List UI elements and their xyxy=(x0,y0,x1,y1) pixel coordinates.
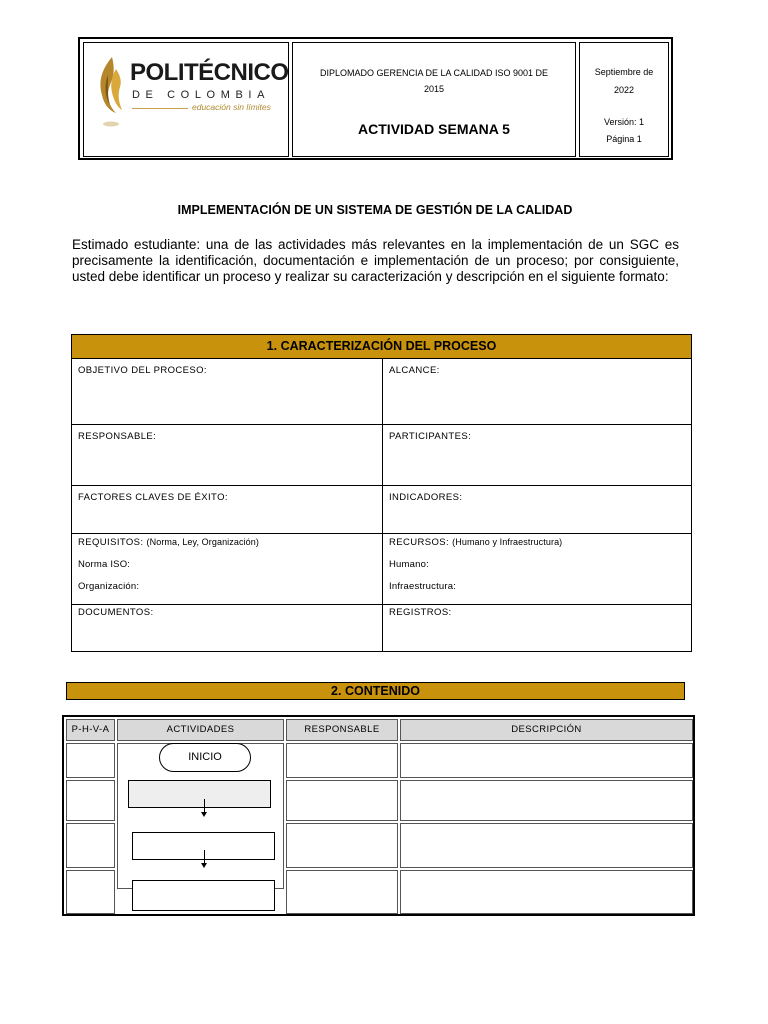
process-characterization-table xyxy=(71,334,692,652)
descripcion-cell-3[interactable] xyxy=(400,823,693,868)
column-header-descripcion: DESCRIPCIÓN xyxy=(400,719,693,741)
program-name xyxy=(293,65,575,97)
requisitos-cell[interactable] xyxy=(72,534,383,605)
section-2-header: 2. CONTENIDO xyxy=(66,682,685,700)
document-header xyxy=(78,37,673,160)
descripcion-cell-2[interactable] xyxy=(400,780,693,821)
version-info xyxy=(580,114,668,148)
logo-cell xyxy=(83,42,289,157)
section-1-header: 1. CARACTERIZACIÓN DEL PROCESO xyxy=(72,335,691,359)
column-header-actividades: ACTIVIDADES xyxy=(117,719,284,741)
activity-title: ACTIVIDAD SEMANA 5 xyxy=(358,121,510,137)
factores-cell[interactable] xyxy=(72,486,383,534)
objetivo-label: OBJETIVO DEL PROCESO: xyxy=(78,365,207,376)
column-header-responsable: RESPONSABLE xyxy=(286,719,398,741)
date-line-2: 2022 xyxy=(613,85,635,95)
page-label: Página 1 xyxy=(606,134,642,144)
phva-cell-1[interactable] xyxy=(66,743,115,778)
responsable-label: RESPONSABLE: xyxy=(78,431,157,442)
flame-reflection-icon xyxy=(102,121,120,127)
responsable-cell-4[interactable] xyxy=(286,870,398,914)
flow-arrow-1 xyxy=(204,799,205,813)
program-cell xyxy=(292,42,576,157)
logo-subname: DE COLOMBIA xyxy=(132,89,271,101)
documentos-cell[interactable] xyxy=(72,605,383,651)
responsable-cell-3[interactable] xyxy=(286,823,398,868)
logo-divider xyxy=(132,108,188,109)
infraestructura-label: Infraestructura: xyxy=(389,581,457,592)
participantes-cell[interactable] xyxy=(383,425,692,486)
registros-label: REGISTROS: xyxy=(389,607,452,618)
flame-icon xyxy=(96,55,126,115)
registros-cell[interactable] xyxy=(383,605,692,651)
requisitos-note: (Norma, Ley, Organización) xyxy=(146,537,259,547)
phva-cell-3[interactable] xyxy=(66,823,115,868)
indicadores-label: INDICADORES: xyxy=(389,492,463,503)
descripcion-cell-1[interactable] xyxy=(400,743,693,778)
recursos-note: (Humano y Infraestructura) xyxy=(452,537,563,547)
recursos-label: RECURSOS: xyxy=(389,537,450,548)
column-header-phva: P-H-V-A xyxy=(66,719,115,741)
documentos-label: DOCUMENTOS: xyxy=(78,607,154,618)
activity-step-1[interactable] xyxy=(128,780,271,808)
norma-iso-label: Norma ISO: xyxy=(78,559,131,570)
phva-cell-4[interactable] xyxy=(66,870,115,914)
organizacion-label: Organización: xyxy=(78,581,140,592)
humano-label: Humano: xyxy=(389,559,429,570)
activity-step-3[interactable] xyxy=(132,880,275,911)
document-title: IMPLEMENTACIÓN DE UN SISTEMA DE GESTIÓN DE LA CALIDAD xyxy=(177,203,573,217)
meta-cell xyxy=(579,42,669,157)
version-label: Versión: 1 xyxy=(603,117,645,127)
factores-label: FACTORES CLAVES DE ÉXITO: xyxy=(78,492,228,503)
recursos-cell[interactable] xyxy=(383,534,692,605)
responsable-cell-2[interactable] xyxy=(286,780,398,821)
alcance-label: ALCANCE: xyxy=(389,365,440,376)
institution-logo xyxy=(92,49,289,149)
logo-name: POLITÉCNICO xyxy=(130,59,289,86)
participantes-label: PARTICIPANTES: xyxy=(389,431,472,442)
logo-tagline: educación sin límites xyxy=(192,102,271,112)
program-line-1: DIPLOMADO GERENCIA DE LA CALIDAD ISO 9001 DE xyxy=(319,68,549,78)
program-line-2: 2015 xyxy=(423,84,445,94)
requisitos-label: REQUISITOS: xyxy=(78,537,144,548)
intro-paragraph: Estimado estudiante: una de las actividades más relevantes en la implementación de un SGC es precisamente la identificación, documentación e implementación de un proceso; por consiguiente, usted debe identificar un proceso y realizar su caracterización y descripción en el siguiente formato: xyxy=(72,237,679,284)
date-line-1: Septiembre de xyxy=(594,67,654,77)
responsable-cell[interactable] xyxy=(72,425,383,486)
indicadores-cell[interactable] xyxy=(383,486,692,534)
objetivo-cell[interactable] xyxy=(72,359,383,425)
flow-arrow-2 xyxy=(204,850,205,864)
descripcion-cell-4[interactable] xyxy=(400,870,693,914)
alcance-cell[interactable] xyxy=(383,359,692,425)
start-terminal-shape[interactable]: INICIO xyxy=(159,743,251,772)
responsable-cell-1[interactable] xyxy=(286,743,398,778)
document-date xyxy=(580,63,668,99)
phva-cell-2[interactable] xyxy=(66,780,115,821)
